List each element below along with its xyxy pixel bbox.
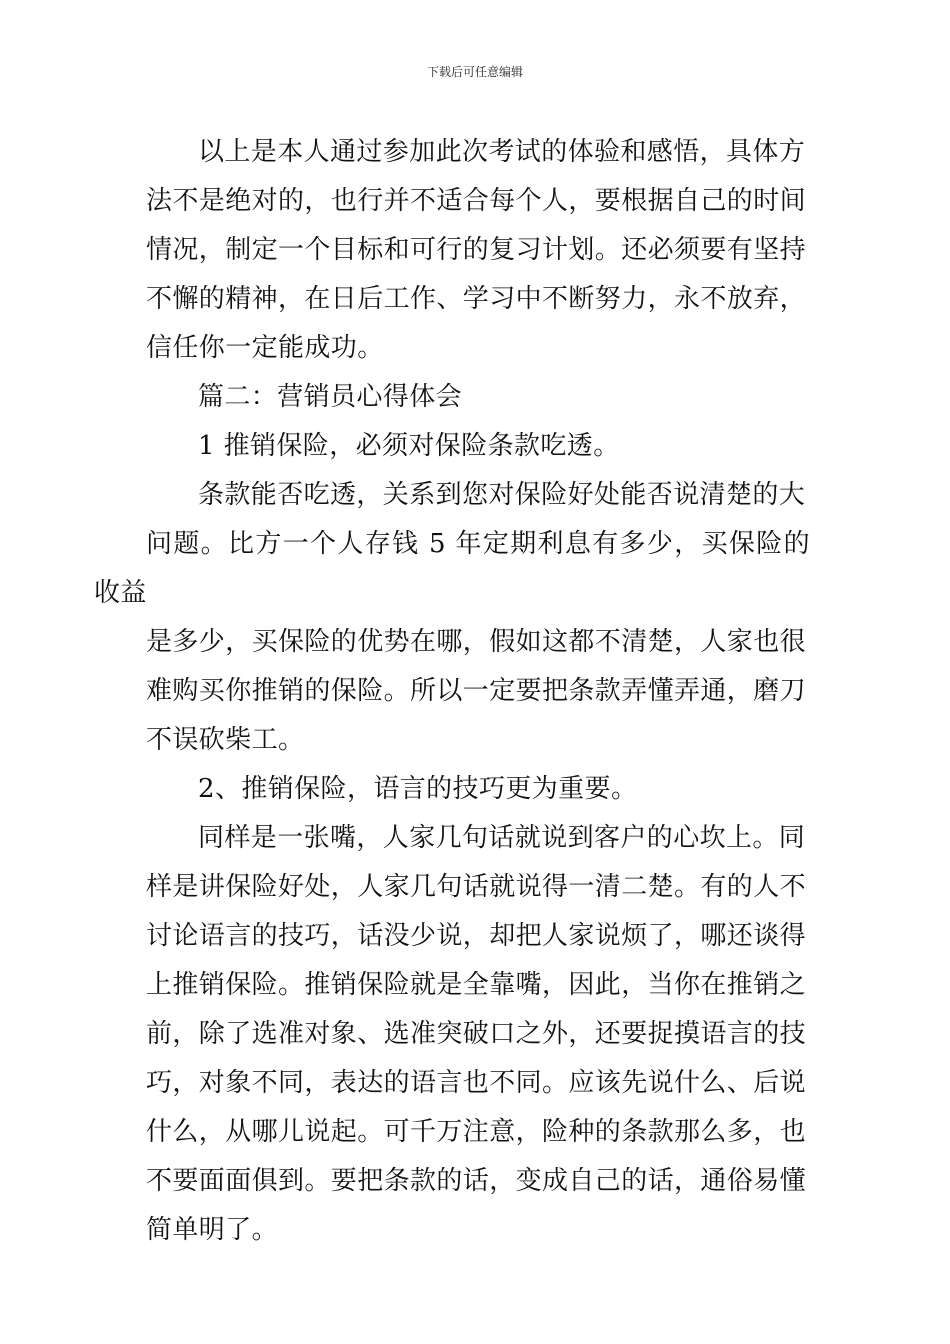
point-heading-1 <box>146 422 810 471</box>
paragraph-point-2 <box>146 814 810 1255</box>
paragraph-conclusion <box>146 128 810 373</box>
text-line: 法不是绝对的，也行并不适合每个人，要根据自己的时间 <box>146 186 807 216</box>
text-line: 以上是本人通过参加此次考试的体验和感悟，具体方 <box>198 137 806 167</box>
text-line: 问题。比方一个人存钱 5 年定期利息有多少，买保险的收益 <box>94 529 810 608</box>
text-line: 上推销保险。推销保险就是全靠嘴，因此，当你在推销之 <box>146 970 807 1000</box>
text-line: 是多少，买保险的优势在哪，假如这都不清楚，人家也很 <box>146 627 807 657</box>
text-line: 样是讲保险好处，人家几句话就说得一清二楚。有的人不 <box>146 872 807 902</box>
text-line: 难购买你推销的保险。所以一定要把条款弄懂弄通，磨刀 <box>146 676 807 706</box>
text-line: 条款能否吃透，关系到您对保险好处能否说清楚的大 <box>198 480 806 510</box>
text-line: 不误砍柴工。 <box>146 725 305 755</box>
text-line: 巧，对象不同，表达的语言也不同。应该先说什么、后说 <box>146 1068 807 1098</box>
text-line: 不要面面俱到。要把条款的话，变成自己的话，通俗易懂 <box>146 1166 807 1196</box>
page-header: 下载后可任意编辑 <box>426 65 523 79</box>
document-body <box>94 128 810 1255</box>
text-line: 1 推销保险，必须对保险条款吃透。 <box>198 431 620 461</box>
section-heading <box>146 373 810 422</box>
text-line: 简单明了。 <box>146 1215 279 1245</box>
text-line: 篇二：营销员心得体会 <box>198 382 463 412</box>
text-line: 前，除了选准对象、选准突破口之外，还要捉摸语言的技 <box>146 1019 807 1049</box>
text-line: 什么，从哪儿说起。可千万注意，险种的条款那么多，也 <box>146 1117 807 1147</box>
text-line: 信任你一定能成功。 <box>146 333 384 363</box>
point-heading-2 <box>146 765 810 814</box>
text-line: 情况，制定一个目标和可行的复习计划。还必须要有坚持 <box>146 235 807 265</box>
text-line: 不懈的精神，在日后工作、学习中不断努力，永不放弃， <box>146 284 807 314</box>
text-line: 同样是一张嘴，人家几句话就说到客户的心坎上。同 <box>198 823 806 853</box>
text-line: 2、推销保险，语言的技巧更为重要。 <box>198 774 638 804</box>
paragraph-point-1 <box>94 471 810 765</box>
text-line: 讨论语言的技巧，话没少说，却把人家说烦了，哪还谈得 <box>146 921 807 951</box>
